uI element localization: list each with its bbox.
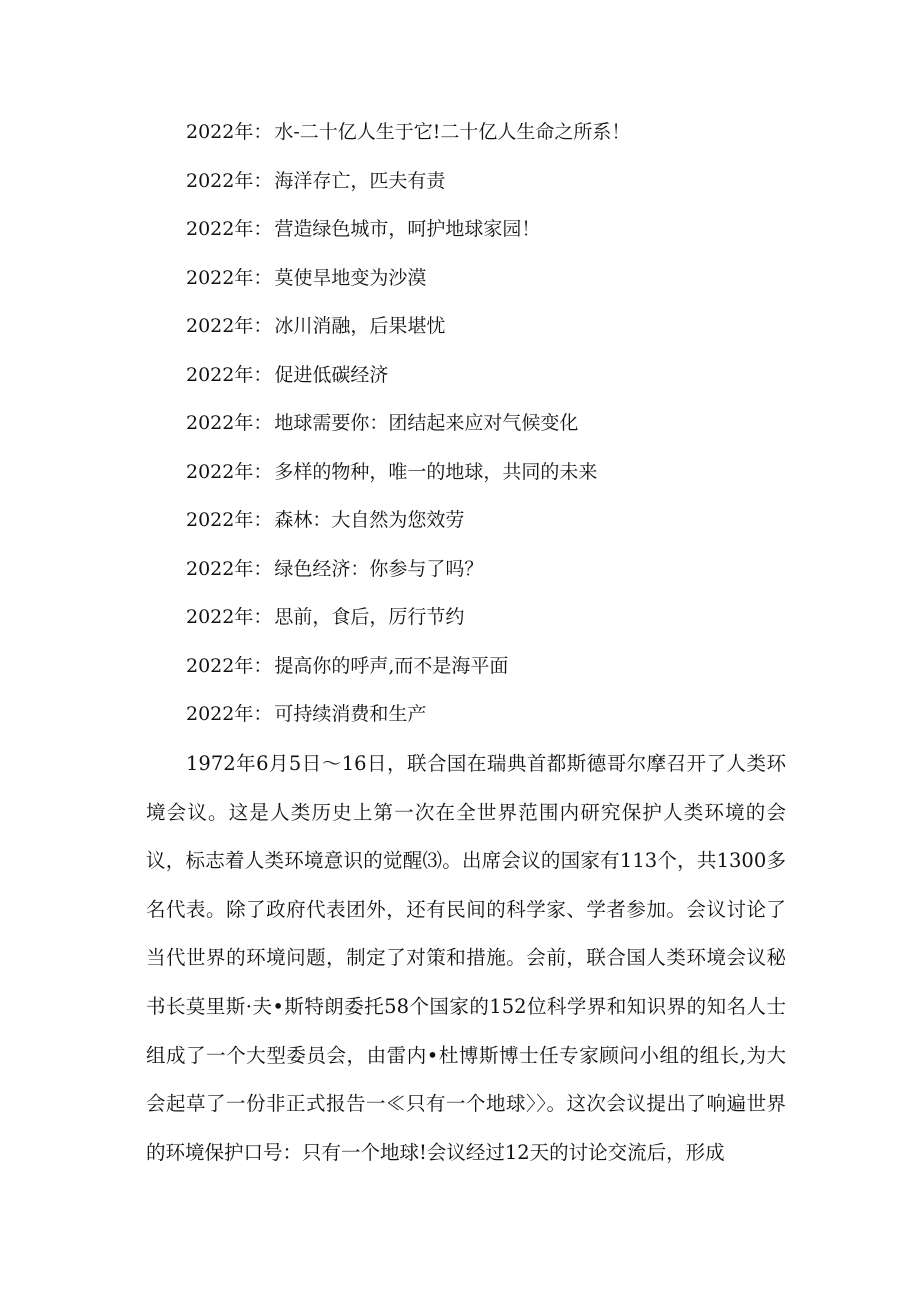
theme-year: 2022年：: [186, 169, 273, 192]
theme-text: 绿色经济：你参与了吗？: [274, 557, 484, 580]
theme-text: 冰川消融，后果堪忧: [274, 315, 446, 337]
theme-line: [186, 452, 630, 501]
environment-day-theme-list: [186, 112, 630, 743]
theme-text: 可持续消费和生产: [274, 703, 427, 725]
theme-line: [186, 549, 630, 598]
theme-line: [186, 258, 630, 307]
theme-year: 2022年：: [186, 703, 273, 725]
theme-text: 营造绿色城市，呵护地球家园！: [274, 218, 541, 240]
theme-year: 2022年：: [186, 121, 273, 143]
theme-text: 水-二十亿人生于它!二十亿人生命之所系！: [274, 121, 631, 143]
theme-text: 思前，食后，厉行节约: [274, 606, 465, 628]
theme-year: 2022年：: [186, 412, 273, 434]
theme-text: 海洋存亡，匹夫有责: [274, 169, 446, 192]
theme-year: 2022年：: [186, 315, 273, 337]
theme-line: [186, 112, 630, 161]
theme-line: [186, 597, 630, 646]
theme-line: [186, 306, 630, 355]
theme-line: [186, 403, 630, 452]
theme-text: 多样的物种，唯一的地球，共同的未来: [274, 460, 598, 483]
body-paragraph-stockholm-conference: 1972年6月5日～16日，联合国在瑞典首都斯德哥尔摩召开了人类环境会议。这是人类历史上第一次在全世界范围内研究保护人类环境的会议，标志着人类环境意识的觉醒⑶。出席会议的国家有113个，共1300多名代表。除了政府代表团外，还有民间的科学家、学者参加。会议讨论了当代世界的环境问题，制定了对策和措施。会前，联合国人类环境会议秘书长莫里斯·夫•斯特朗委托58个国家的152位科学界和知识界的知名人士组成了一个大型委员会，由雷内•杜博斯博士任专家顾问小组的组长,为大会起草了一份非正式报告一≪只有一个地球〉〉。这次会议提出了响遍世界的环境保护口号：只有一个地球!会议经过12天的讨论交流后，形成: [146, 752, 786, 1164]
theme-text: 地球需要你：团结起来应对气候变化: [274, 412, 579, 434]
theme-text: 森林：大自然为您效劳: [274, 509, 465, 531]
theme-line: [186, 694, 630, 743]
theme-text: 提高你的呼声,而不是海平面: [274, 654, 509, 677]
theme-year: 2022年：: [186, 218, 273, 240]
theme-line: [186, 209, 630, 258]
theme-line: [186, 161, 630, 210]
theme-year: 2022年：: [186, 363, 273, 386]
theme-year: 2022年：: [186, 557, 273, 580]
theme-year: 2022年：: [186, 509, 273, 531]
theme-year: 2022年：: [186, 266, 273, 289]
theme-text: 促进低碳经济: [274, 363, 389, 386]
theme-year: 2022年：: [186, 606, 273, 628]
theme-year: 2022年：: [186, 460, 273, 483]
theme-line: [186, 646, 630, 695]
theme-line: [186, 500, 630, 549]
theme-text: 莫使旱地变为沙漠: [274, 266, 427, 289]
theme-line: [186, 355, 630, 404]
theme-year: 2022年：: [186, 654, 273, 677]
